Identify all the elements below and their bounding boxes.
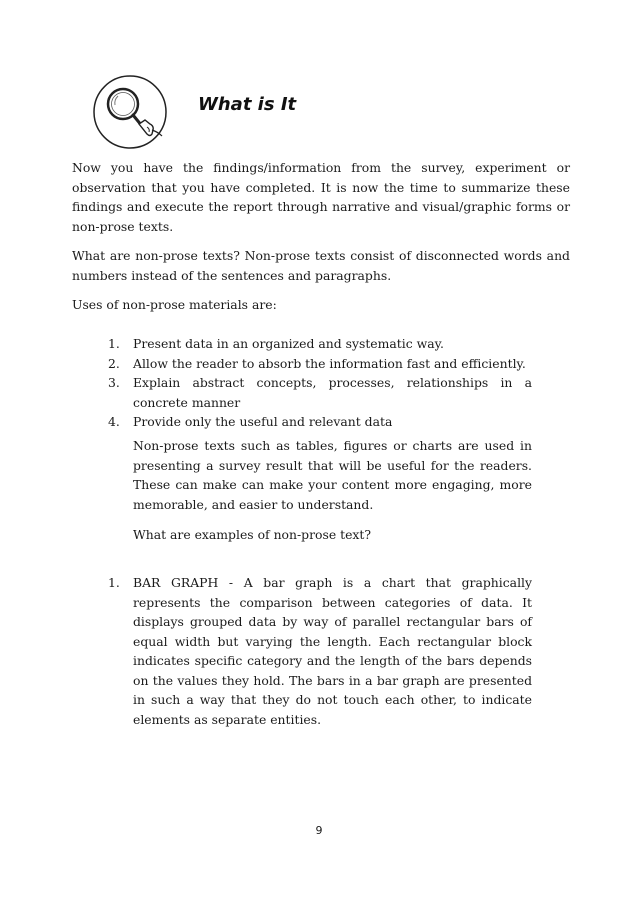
- list-item: [108, 354, 532, 374]
- intro-paragraph: Now you have the findings/information from the survey, experiment or observation that you have completed. It is now the time to summarize these findings and execute the report through narrative and visual/graphic forms or non-prose texts.: [72, 160, 570, 234]
- list-item-text: Present data in an organized and systematic way.: [133, 336, 444, 351]
- list-number: 1.: [108, 575, 120, 590]
- list-item: [108, 373, 532, 412]
- explanation-paragraph: Non-prose texts such as tables, figures or charts are used in presenting a survey result that will be useful for the readers. These can make can make your content more engaging, more memorable, and easier to understand.: [133, 438, 532, 512]
- list-item: [108, 334, 532, 354]
- list-number: 4.: [108, 414, 120, 429]
- list-item-text: Explain abstract concepts, processes, relationships in a concrete manner: [133, 375, 532, 410]
- list-number: 1.: [108, 336, 120, 351]
- examples-question: What are examples of non-prose text?: [133, 527, 372, 542]
- uses-intro: Uses of non-prose materials are:: [72, 297, 277, 312]
- list-item-text: Provide only the useful and relevant data: [133, 414, 393, 429]
- list-item: [108, 573, 532, 729]
- section-title: What is It: [198, 94, 297, 115]
- list-number: 2.: [108, 355, 120, 371]
- list-item-text: Allow the reader to absorb the information fast and efficiently.: [133, 355, 526, 371]
- magnifying-glass-icon: [92, 74, 168, 150]
- uses-list: [108, 334, 532, 432]
- examples-list: [108, 573, 532, 729]
- section-header: [92, 74, 492, 154]
- list-number: 3.: [108, 375, 120, 390]
- list-item: [108, 412, 532, 432]
- list-item-text: BAR GRAPH - A bar graph is a chart that graphically represents the comparison between categories of data. It displays grouped data by way of parallel rectangular bars of equal width but varying the length. Each rectangular block indicates specific category and the length of the bars depends on the values they hold. The bars in a bar graph are presented in such a way that they do not touch each other, to indicate elements as separate entities.: [133, 575, 532, 727]
- definition-paragraph: What are non-prose texts? Non-prose texts consist of disconnected words and numbers instead of the sentences and paragraphs.: [72, 248, 570, 283]
- page-number: 9: [315, 824, 323, 837]
